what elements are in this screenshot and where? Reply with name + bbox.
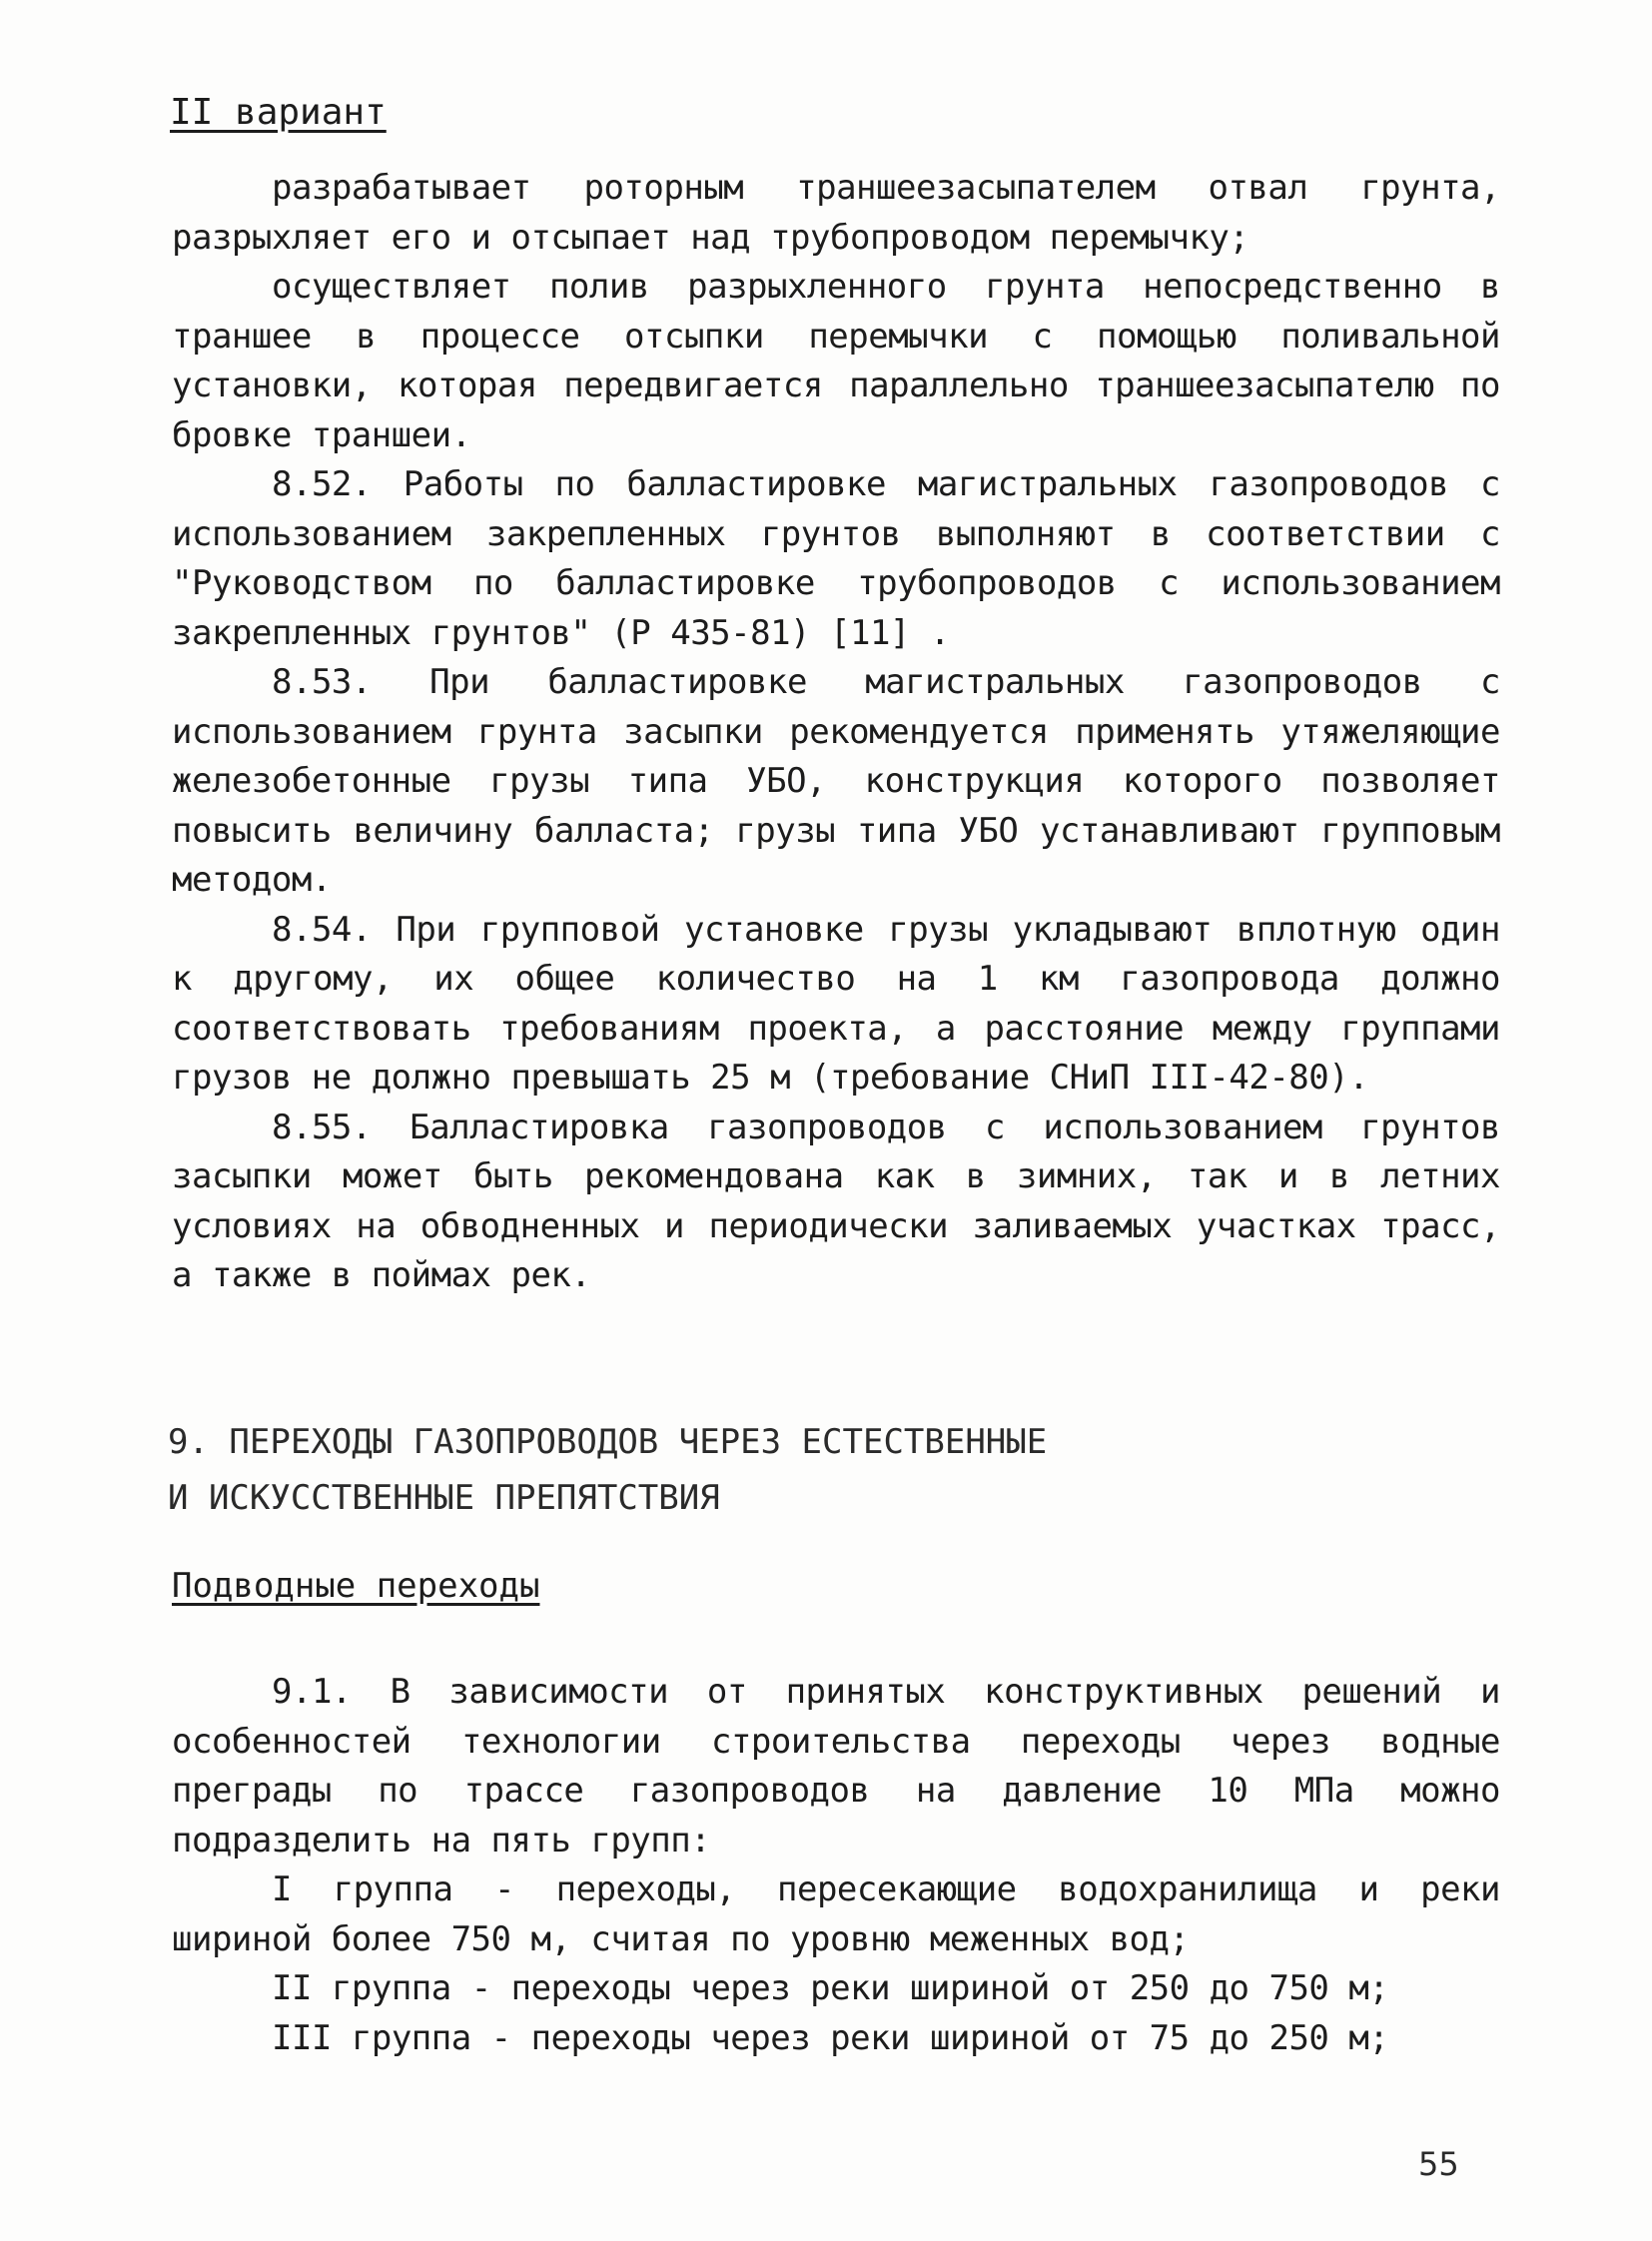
paragraph: осуществляет полив разрыхленного грунта непосредственно в траншее в процессе отсыпки перемычки с помощью поливальной установки, которая передвигается параллельно траншеезасыпателю по бровке траншеи.: [172, 267, 1500, 455]
group-item-2: II группа - переходы через реки шириной от 250 до 750 м;: [272, 1968, 1389, 2008]
subsection-heading: Подводные переходы: [172, 1566, 540, 1606]
paragraph: разрабатывает роторным траншеезасыпателем отвал грунта, разрыхляет его и отсыпает над трубопроводом перемычку;: [172, 168, 1500, 258]
paragraph-8-55: 8.55. Балластировка газопроводов с использованием грунтов засыпки может быть рекомендована как в зимних, так и в летних условиях на обводненных и периодически заливаемых участках трасс, а также в поймах рек.: [172, 1107, 1500, 1295]
section-title-line-1: 9. ПЕРЕХОДЫ ГАЗОПРОВОДОВ ЧЕРЕЗ ЕСТЕСТВЕННЫЕ: [168, 1422, 1048, 1462]
group-item-3: III группа - переходы через реки шириной от 75 до 250 м;: [272, 2017, 1389, 2058]
group-item-1: I группа - переходы, пересекающие водохранилища и реки шириной более 750 м, считая по уровню меженных вод;: [172, 1869, 1500, 1959]
paragraph-9-1: 9.1. В зависимости от принятых конструктивных решений и особенностей технологии строительства переходы через водные преграды по трассе газопроводов на давление 10 МПа можно подразделить на пять групп:: [172, 1672, 1500, 1861]
text-block-8: [172, 164, 1500, 1301]
variant-heading: II вариант: [170, 92, 387, 133]
paragraph-8-52: 8.52. Работы по балластировке магистральных газопроводов с использованием закрепленных грунтов выполняют в соответствии с "Руководством по балластировке трубопроводов с использованием закрепленных грунтов" (Р 435-81) [11] .: [172, 464, 1500, 653]
paragraph-8-53: 8.53. При балластировке магистральных газопроводов с использованием грунта засыпки рекомендуется применять утяжеляющие железобетонные грузы типа УБО, конструкция которого позволяет повысить величину балласта; грузы типа УБО устанавливают групповым методом.: [172, 662, 1500, 900]
text-block-9: [172, 1668, 1500, 2063]
section-title: [168, 1414, 1047, 1526]
section-title-line-2: И ИСКУССТВЕННЫЕ ПРЕПЯТСТВИЯ: [168, 1478, 720, 1518]
page-number: 55: [1418, 2145, 1459, 2183]
paragraph-8-54: 8.54. При групповой установке грузы укладывают вплотную один к другому, их общее количество на 1 км газопровода должно соответствовать требованиям проекта, а расстояние между группами грузов не должно превышать 25 м (требование СНиП III-42-80).: [172, 909, 1500, 1098]
